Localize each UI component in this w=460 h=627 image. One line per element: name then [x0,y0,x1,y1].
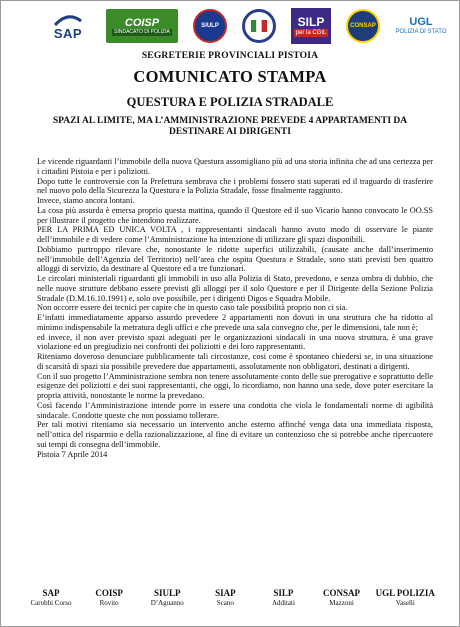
consap-logo [346,9,380,43]
segreterie-line: SEGRETERIE PROVINCIALI PISTOIA [141,51,319,61]
body-paragraph: Con il suo progetto l’Amministrazione sembra non tenere assolutamente conto delle sue prerogative e soprattutto delle esigenze dei poliziotti e dei suoi rappresentanti, che oggi, lo ricordiamo, non hanno una sede, dove poter esercitare la propria attività, nonostante le norme la prevedano. [37,371,433,400]
body-paragraph: Per tali motivi riteniamo sia necessario un intervento anche esterno affinché venga data una immediata risposta, nell’ottica del risparmio e della razionalizzazione, al fine di evitare un contenzioso che si potrebbe anche ripercuotere sui tempi di consegna dell’immobile. [37,420,433,449]
body-paragraph: Dopo tutte le controversie con la Prefettura sembrava che i problemi fossero stati superati ed il traguardo di trasferire nel nuovo polo della Sicurezza la Questura e la Polizia Stradale, fosse finalmente raggiunto. [37,176,433,196]
body-paragraph: Invece, siamo ancora lontani. [37,196,135,205]
siap-logo [242,9,276,43]
page-title: COMUNICATO STAMPA [133,67,327,86]
coisp-logo-text: COISP [124,16,160,29]
signature-union: SAP [42,588,60,598]
body-paragraph: La cosa più assurda è emersa proprio questa mattina, quando il Questore ed il suo Vicario hanno convocato le OO.SS per illustrare il progetto che intendono realizzare. [37,205,433,225]
body-paragraph: Così facendo l’Amministrazione intende porre in essere una condotta che viola le fondamentali norme di agibilità sindacale. Condotte queste che non possiamo tollerare. [37,400,433,420]
signature-block [201,588,249,607]
body-paragraph: Non occorre essere dei tecnici per capire che in questo caso tale possibilità proprio non ci sia. [37,303,348,313]
signature-union: SIULP [153,588,181,598]
coisp-logo [106,9,178,43]
siulp-logo [193,9,227,43]
siulp-logo-text: SIULP [201,23,219,29]
body-paragraph: Le vicende riguardanti l’immobile della nuova Questura assomigliano più ad una storia infinita che ad una certezza per i cittadini Pistoia e per i poliziotti. [37,157,433,176]
sap-logo [45,8,91,44]
silp-logo-text: SILP [297,15,325,29]
press-release-body [37,157,433,459]
body-paragraph: Riteniamo doveroso denunciare pubblicamente tali circostanze, cosi come è spontaneo chiedersi se, in una situazione di scarsità di spazi sia possibile prevedere due appartamenti, assolutamente non obbligatori, destinati a dirigenti. [37,352,433,371]
coisp-logo-subtext: SINDACATO DI POLIZIA [114,28,170,35]
press-release-header [1,51,459,138]
ugl-logo [395,9,447,43]
silp-logo [291,8,331,44]
signature-block [27,588,75,607]
union-logos-row [45,5,447,47]
signature-block [85,588,133,607]
signatures-row [27,588,435,607]
headline [1,116,459,138]
ugl-logo-text: UGL [409,16,433,28]
signature-union: UGL POLIZIA [375,588,435,598]
signature-block [376,588,435,607]
signature-person: Vaselli [395,599,415,607]
body-paragraph: E’infatti immediatamente apparso assurdo prevedere 2 appartamenti non dovuti in una struttura che ha ridotto al minimo indispensabile la metratura degli uffici e che prevede una sala convegno che, per le dimensioni, tale non è; [37,313,433,332]
signature-person: D’Aguanno [150,599,184,607]
body-paragraph: Le circolari ministeriali riguardanti gli immobili in uso alla Polizia di Stato, prevedono, e senza ombra di dubbio, che nelle nuove strutture debbano essere previsti gli alloggi per il solo Questore e per il Dirigente della Sezione Polizia Stradale (D.M.16.10.1991) e, solo ove possibile, per i dirigenti Digos e Squadra Mobile. [37,274,433,303]
signature-person: Rovito [99,599,119,607]
signature-block [318,588,366,607]
signature-union: COISP [95,588,123,598]
signature-union: SIAP [215,588,236,598]
body-paragraph: PER LA PRIMA ED UNICA VOLTA , i rappresentanti sindacali hanno avuto modo di osservare le piante dell’immobile e di vedere come l’Amministrazione ha intenzione di utilizzare gli spazi disponibili. [37,225,433,244]
signature-block [143,588,191,607]
date-line: Pistoia 7 Aprile 2014 [37,449,108,459]
signature-person: Additati [271,599,295,607]
headline-line-2: DESTINARE AI DIRIGENTI [169,127,291,137]
tricolor-flag-icon [248,15,270,37]
signature-union: CONSAP [323,588,361,598]
signature-person: Carobbi Corso [30,599,72,607]
page-subtitle: QUESTURA E POLIZIA STRADALE [126,95,334,109]
signature-person: Scano [216,599,234,607]
headline-line-1: SPAZI AL LIMITE, MA L’AMMINISTRAZIONE PREVEDE 4 APPARTAMENTI DA [52,116,408,126]
sap-logo-text: SAP [53,25,83,41]
silp-logo-subtext: per la CGIL [295,30,327,36]
signature-union: SILP [273,588,294,598]
body-paragraph: ed invece, il non aver previsto spazi adeguati per le organizzazioni sindacali in una nuova struttura, è una grave violazione ed un pregiudizio nei confronti dei poliziotti e dei loro rappresentanti. [37,332,433,352]
body-paragraph: Dobbiamo purtroppo rilevare che, nonostante le ridotte superfici utilizzabili, (causate anche dall’inserimento nell’immobile dell’Agenzia del Territorio) nell’area che ospita Questura e Stradale, sono stati previsti ben quattro alloggi di servizio, da destinare al Questore ed a tre funzionari. [37,244,433,274]
signature-block [259,588,307,607]
ugl-logo-subtext: POLIZIA DI STATO [395,29,447,35]
consap-logo-text: CONSAP [350,23,376,29]
sap-swoosh-icon [53,13,83,27]
signature-person: Mazzoni [329,599,354,607]
